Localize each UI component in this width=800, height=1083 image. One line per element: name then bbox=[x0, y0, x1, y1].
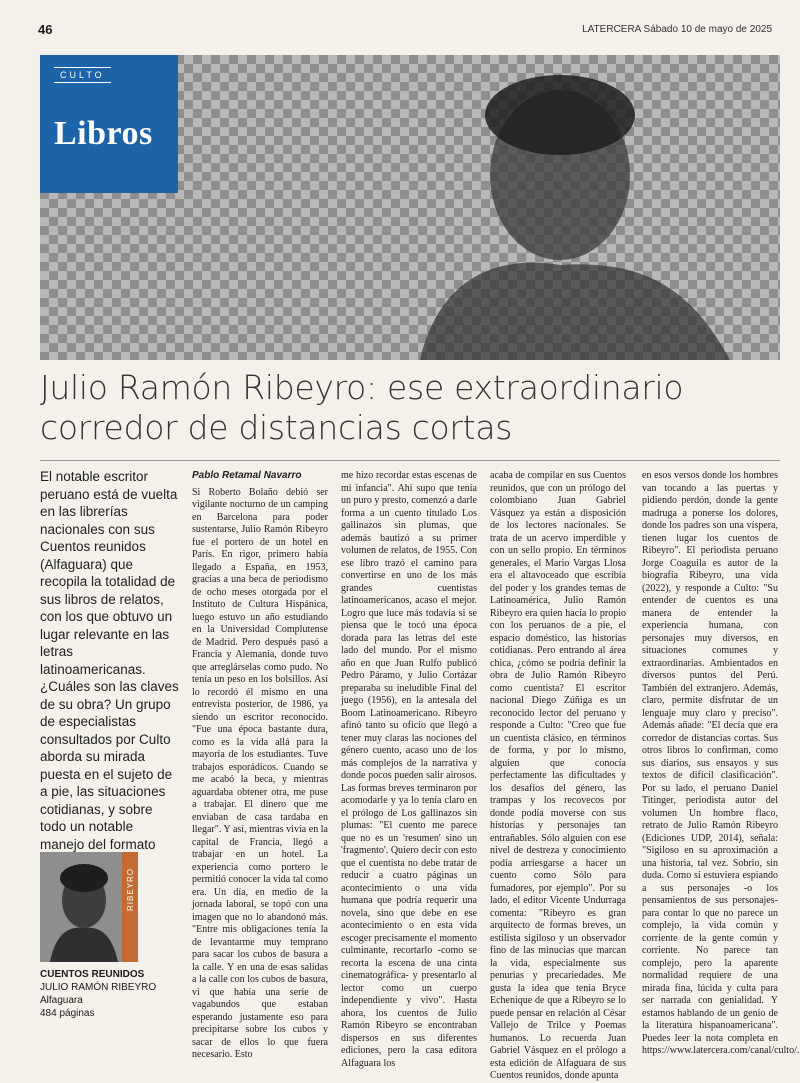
byline: Pablo Retamal Navarro bbox=[192, 470, 302, 481]
book-pages: 484 páginas bbox=[40, 1008, 95, 1019]
section-kicker: CULTO bbox=[54, 67, 111, 83]
section-title: Libros bbox=[54, 115, 153, 152]
book-publisher: Alfaguara bbox=[40, 995, 83, 1006]
book-title: CUENTOS REUNIDOS bbox=[40, 969, 145, 980]
page-number: 46 bbox=[38, 22, 53, 37]
divider bbox=[40, 460, 780, 461]
column-text: Si Roberto Bolaño debió ser vigilante nocturno de un camping en Barcelona para poder sustentarse, Julio Ramón Ribeyro fue el portero de un hotel en París. En rigor, primero había llegado a España, en 1953, gracias a una beca de periodismo de ocho meses otorgada por el Instituto de Cultura Hispánica, luego estuvo un año estudiando en la Universidad Complutense de Madrid. Pero después pasó a Francia y Alemania, donde tuvo que arreglárselas como pudo. No tenía un peso en los bolsillos. Así lo recordó él mismo en una entrevista posterior, de 1986, ya siendo un escritor reconocido. "Fue una época bastante dura, como es la vida allá para la mayoría de los estudiantes. Tuve trabajos esporádicos. Cuando se me acabó la beca, y mientras aguardaba obtener otra, me puse a trabajar. El dinero que me enviaban de casa tardaba en llegar". Y así, mientras vivía en la capital de Francia, llegó a trabajar en un hotel. La experiencia como portero le permitió conocer la vida tal como era. Un día, en medio de la jornada laboral, se topó con una imagen que no lo abandonó más. "Entre mis obligaciones tenía la de levantarme muy temprano para sacar los cubos de basura a la calle. Y en una de esas salidas a la calle con los cubos de basura, vi que había una serie de vagabundos que estaban esperando justamente eso para precipitarse sobre los cubos y sacar de ellos lo que fuera necesario. Esto bbox=[192, 486, 328, 1060]
article-column-4 bbox=[642, 470, 800, 1056]
book-author: JULIO RAMÓN RIBEYRO bbox=[40, 982, 157, 993]
book-info bbox=[40, 968, 180, 1020]
article-column-1 bbox=[192, 470, 328, 1060]
book-spine-text: RIBEYRO bbox=[126, 868, 135, 912]
section-label bbox=[40, 55, 178, 193]
column-text: acaba de compilar en sus Cuentos reunidos, que con un prólogo del colombiano Juan Gabriel Vásquez ya están a disposición de los lectores nacionales. Se trata de un acervo imperdible y con un sello propio. En términos generales, el Mario Vargas Llosa era el altavoceado que escribía del poder y los grandes temas de Latinoamérica, Julio Ramón Ribeyro era quien hacía lo propio con los peruanos de a pie, el espacio doméstico, las historias cotidianas. Pero entrando al área chica, ¿cómo se podría definir la obra de Julio Ramón Ribeyro como cuentista? El escritor nacional Diego Zúñiga es un reconocido lector del peruano y responde a Culto: "Creo que fue un cuentista clásico, en términos de forma, y por lo mismo, alguien que conocía perfectamente las dificultades y los desafíos del género, las trampas y los recovecos por donde podía moverse con sus historias y personajes tan entrañables. Sólo alguien con ese nivel de destreza y conocimiento podía arriesgarse a hacer un cuento como Sólo para fumadores, por ejemplo". Por su lado, el editor Vicente Undurraga comenta: "Ribeyro es gran arquitecto de formas breves, un estilista sigiloso y un observador fino de las minucias que marcan la vida, especialmente sus penurias y precariedades. Me gusta la idea que tenía Bryce Echenique de que a Ribeyro se lo puede pensar en relación al César Vallejo de Trilce y Poemas humanos. Lo recuerda Juan Gabriel Vásquez en el prólogo a esta edición de Alfaguara de sus Cuentos reunidos, donde apunta bbox=[490, 470, 626, 1081]
article-column-2 bbox=[341, 470, 477, 1069]
column-text: me hizo recordar estas escenas de mi infancia". Ahí supo que tenía un puro y presto, comenzó a darle forma a un cuento titulado Los gallinazos sin plumas, que además bautizó a su primer volumen de relatos, de 1955. Con ese libro trazó el camino para convertirse en uno de los más grandes cuentistas latinoamericanos, acaso el mejor. Logro que luce más todavía si se piensa que le tocó una época dorada para las letras del este lado del mundo. Por el mismo año en que Juan Rulfo publicó Pedro Páramo, y Julio Cortázar preparaba su ineludible Final del juego (1956), en la antesala del Boom Latinoamericano. Ribeyro afinó tanto su oficio que llegó a tener muy claras las nociones del género cuento, acaso uno de los más complejos de la narrativa y donde pocos pueden salir airosos. Las formas breves terminaron por acomodarle y ya lo tenía claro en el prólogo de Los gallinazos sin plumas: "El cuento me parece que no es un 'resumen' sino un 'fragmento'. Quiero decir con esto que el cuentista no debe tratar de reducir a cuatro páginas un acontecimiento o una vida humana que podría requerir una novela, sino que debe en ese acontecimiento o en esta vida escoger precisamente el momento culminante, recortarlo -como se recorta la escena de una cinta cinematográfica- y presentarlo al lector como un cuerpo independiente y vivo". Hasta ahora, los cuentos de Julio Ramón Ribeyro se encontraban dispersos en sus diferentes ediciones, pero la casa editora Alfaguara los bbox=[341, 470, 477, 1069]
article-column-3 bbox=[490, 470, 626, 1081]
article-headline: Julio Ramón Ribeyro: ese extraordinario corredor de distancias cortas bbox=[40, 368, 684, 447]
masthead-date: LATERCERA Sábado 10 de mayo de 2025 bbox=[582, 24, 772, 35]
article-lead: El notable escritor peruano está de vuelta en las librerías nacionales con sus Cuentos reunidos (Alfaguara) que recopila la totalidad de sus libros de relatos, con los que obtuvo un lugar relevante en las letras latinoamericanas. ¿Cuáles son las claves de su obra? Un grupo de especialistas consultados por Culto aborda su mirada puesta en el sujeto de a pie, las situaciones cotidianas, y sobre todo un notable manejo del formato bbox=[40, 469, 179, 852]
book-cover bbox=[40, 852, 122, 962]
book-cover-image bbox=[40, 852, 122, 962]
column-text: en esos versos donde los hombres van tocando a las puertas y pidiendo perdón, donde la gente madruga a ponerse los dolores, donde los padres son una víspera, tienen lugar los cuentos de Ribeyro". El periodista peruano Jorge Coaguila es autor de la biografía Ribeyro, una vida (2022), y responde a Culto: "Su entender de cuentos es una manera de entender la experiencia humana, con personajes muy diversos, en situaciones comunes y extraordinarias. Ambientados en diversos puntos del Perú. También del extranjero. Además, claro, permite disfrutar de un lenguaje muy claro y preciso". Además añade: "El decía que era corredor de distancias cortas. Sus otros libros lo confirman, como sus diarios, sus ensayos y sus textos de difícil clasificación". Por su lado, el peruano Daniel Titinger, periodista autor del volumen Un hombre flaco, retrato de Julio Ramón Ribeyro (Ediciones UDP, 2014), señala: "Sigiloso en su aproximación a una historia, tal vez. Sobrio, sin duda. Como si estuviera espiando a sus personajes -o los pensamientos de sus personajes- para contar lo que no parece un complejo, la vida común y corriente de la gente común y corriente. No parece tan complejo, pero la aparente normalidad requiere de una mirada fina, lúcida y culta para ser narrada con genialidad. Y estamos hablando de un genio de la literatura hispanoamericana". Puedes leer la nota completa en https://www.latercera.com/canal/culto/. bbox=[642, 470, 800, 1056]
page-header bbox=[0, 0, 800, 40]
